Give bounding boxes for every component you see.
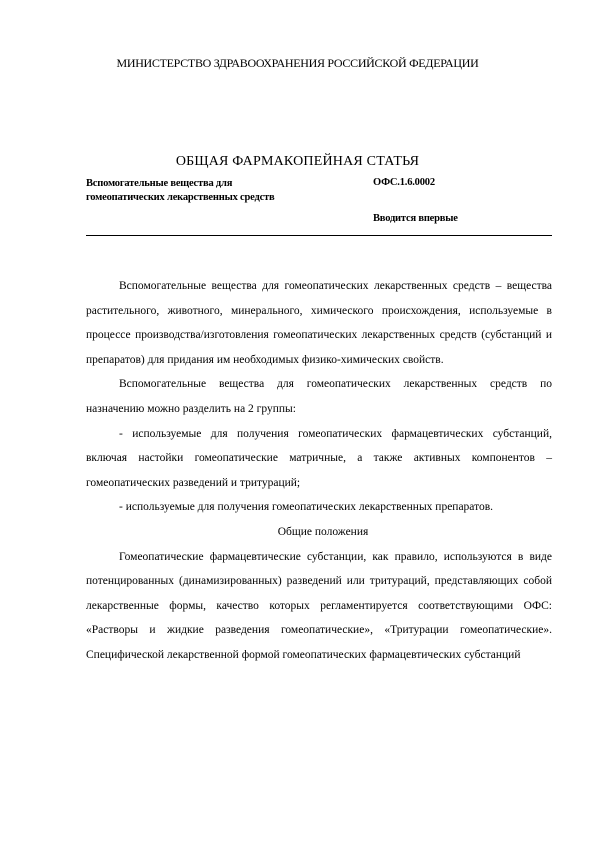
paragraph-groups: Вспомогательные вещества для гомеопатических лекарственных средств по назначению можно разделить на 2 группы: (86, 378, 552, 415)
article-title-line2: гомеопатических лекарственных средств (86, 192, 275, 203)
list-item: - используемые для получения гомеопатических фармацевтических субстанций, включая настойки гомеопатические матричные, а также активных компонентов – гомеопатических разведений и тритураций; (86, 427, 552, 489)
article-title-block (86, 177, 366, 205)
article-body (86, 274, 552, 668)
article-type-title: ОБЩАЯ ФАРМАКОПЕЙНАЯ СТАТЬЯ (175, 154, 420, 169)
article-title-line1: Вспомогательные вещества для (86, 178, 233, 189)
paragraph-general: Гомеопатические фармацевтические субстанции, как правило, используются в виде потенцированных (динамизированных) разведений или тритураций, представляющих собой лекарственные формы, качество которых регламентируется соответствующими ОФС: «Растворы и жидкие разведения гомеопатические», «Тритурации гомеопатические». Специфической лекарственной формой гомеопатических фармацевтических субстанций (86, 550, 552, 661)
list-item: - используемые для получения гомеопатических лекарственных препаратов. (119, 501, 494, 514)
section-heading: Общие положения (277, 525, 369, 538)
paragraph-definition: Вспомогательные вещества для гомеопатических лекарственных средств – вещества растительного, животного, минерального, химического происхождения, используемые в процессе производства/изготовления гомеопатических лекарственных средств (субстанций и препаратов) для придания им необходимых физико-химических свойств. (86, 280, 552, 366)
header-divider (86, 235, 552, 236)
ministry-header: МИНИСТЕРСТВО ЗДРАВООХРАНЕНИЯ РОССИЙСКОЙ ФЕДЕРАЦИИ (116, 56, 479, 70)
introduced-note: Вводится впервые (373, 213, 458, 224)
article-code: ОФС.1.6.0002 (373, 177, 435, 188)
